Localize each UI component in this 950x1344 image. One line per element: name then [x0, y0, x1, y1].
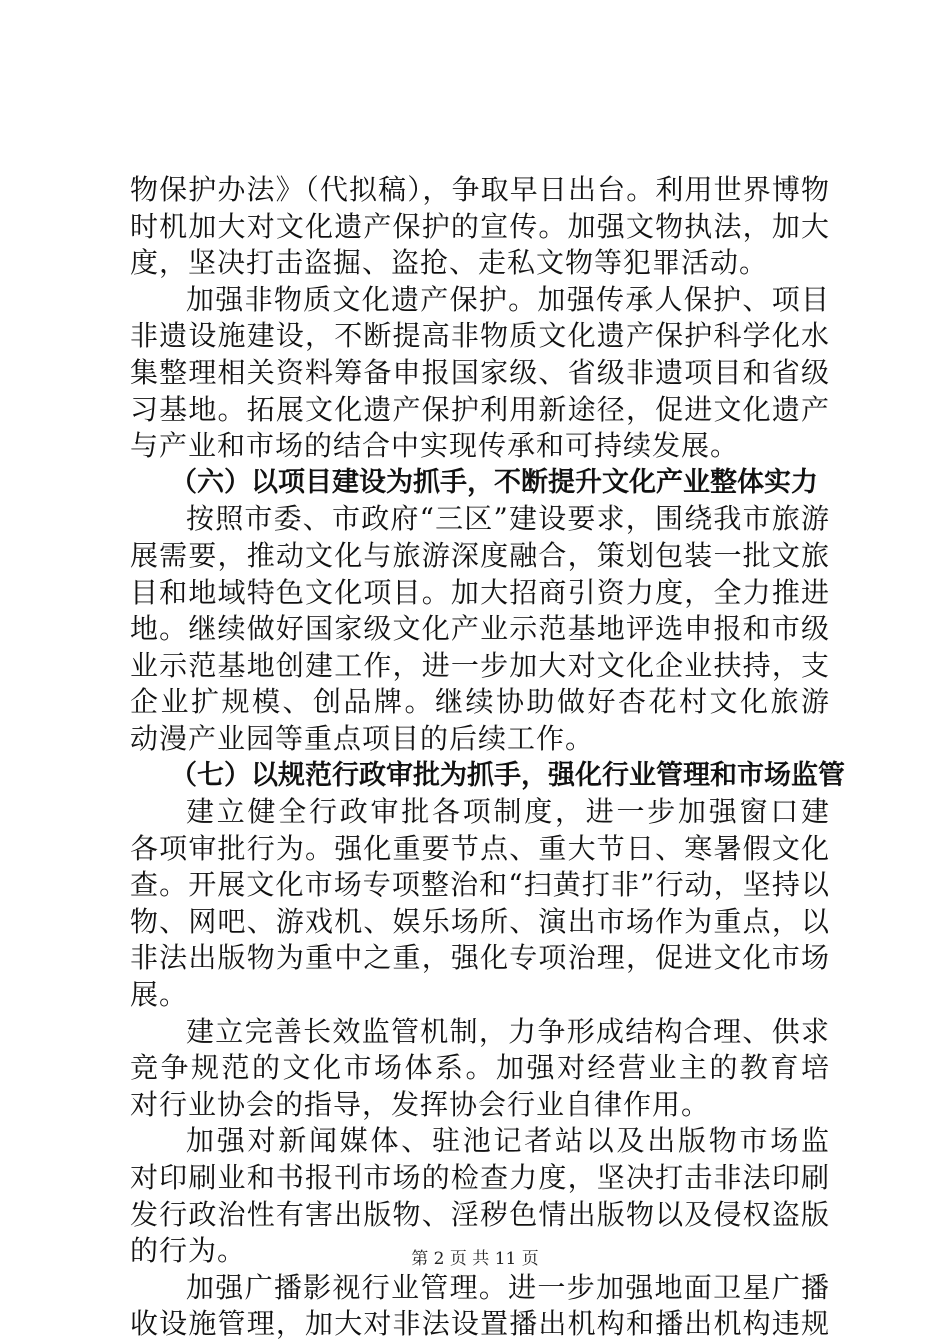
- text-line: 时机加大对文化遗产保护的宣传。加强文物执法，加大: [130, 209, 830, 243]
- text-line: 集整理相关资料筹备申报国家级、省级非遗项目和省级: [130, 355, 830, 389]
- section-heading: （七）以规范行政审批为抓手，强化行业管理和市场监管: [170, 759, 845, 791]
- text-line: 的行为。: [130, 1234, 247, 1268]
- text-line: 查。开展文化市场专项整治和“扫黄打非”行动，坚持以: [130, 868, 830, 902]
- text-line: 建立健全行政审批各项制度，进一步加强窗口建: [186, 795, 830, 829]
- text-line: 业示范基地创建工作，进一步加大对文化企业扶持，支: [130, 648, 830, 682]
- text-line: 各项审批行为。强化重要节点、重大节日、寒暑假文化: [130, 831, 830, 865]
- text-line: 动漫产业园等重点项目的后续工作。: [130, 721, 595, 755]
- text-line: 地。继续做好国家级文化产业示范基地评选申报和市级: [130, 612, 830, 646]
- text-line: 按照市委、市政府“三区”建设要求，围绕我市旅游: [186, 502, 830, 536]
- document-body: [130, 172, 845, 1343]
- text-line: 展。: [130, 978, 189, 1012]
- text-line: 展需要，推动文化与旅游深度融合，策划包装一批文旅: [130, 538, 830, 572]
- text-line: 对行业协会的指导，发挥协会行业自律作用。: [130, 1087, 711, 1121]
- text-line: 发行政治性有害出版物、淫秽色情出版物以及侵权盗版: [130, 1197, 830, 1231]
- text-line: 非法出版物为重中之重，强化专项治理，促进文化市场: [130, 941, 830, 975]
- text-line: 加强非物质文化遗产保护。加强传承人保护、项目: [186, 282, 830, 316]
- text-line: 竞争规范的文化市场体系。加强对经营业主的教育培: [130, 1051, 830, 1085]
- text-line: 习基地。拓展文化遗产保护利用新途径，促进文化遗产: [130, 392, 830, 426]
- text-line: 度，坚决打击盗掘、盗抢、走私文物等犯罪活动。: [130, 246, 769, 280]
- text-line: 物、网吧、游戏机、娱乐场所、演出市场作为重点，以: [130, 904, 830, 938]
- text-line: 企业扩规模、创品牌。继续协助做好杏花村文化旅游: [130, 685, 830, 719]
- text-line: 收设施管理，加大对非法设置播出机构和播出机构违规: [130, 1307, 830, 1341]
- text-line: 非遗设施建设，不断提高非物质文化遗产保护科学化水: [130, 319, 830, 353]
- text-line: 加强广播影视行业管理。进一步加强地面卫星广播: [186, 1270, 830, 1304]
- section-heading: （六）以项目建设为抓手，不断提升文化产业整体实力: [170, 466, 818, 498]
- text-line: 物保护办法》（代拟稿），争取早日出台。利用世界博物: [130, 173, 830, 206]
- text-line: 目和地域特色文化项目。加大招商引资力度，全力推进: [130, 575, 830, 609]
- text-line: 加强对新闻媒体、驻池记者站以及出版物市场监: [186, 1124, 830, 1158]
- page-footer: 第 2 页 共 11 页: [411, 1249, 539, 1269]
- text-line: 对印刷业和书报刊市场的检查力度，坚决打击非法印刷: [130, 1161, 830, 1195]
- text-line: 与产业和市场的结合中实现传承和可持续发展。: [130, 429, 740, 463]
- text-line: 建立完善长效监管机制，力争形成结构合理、供求: [186, 1014, 830, 1048]
